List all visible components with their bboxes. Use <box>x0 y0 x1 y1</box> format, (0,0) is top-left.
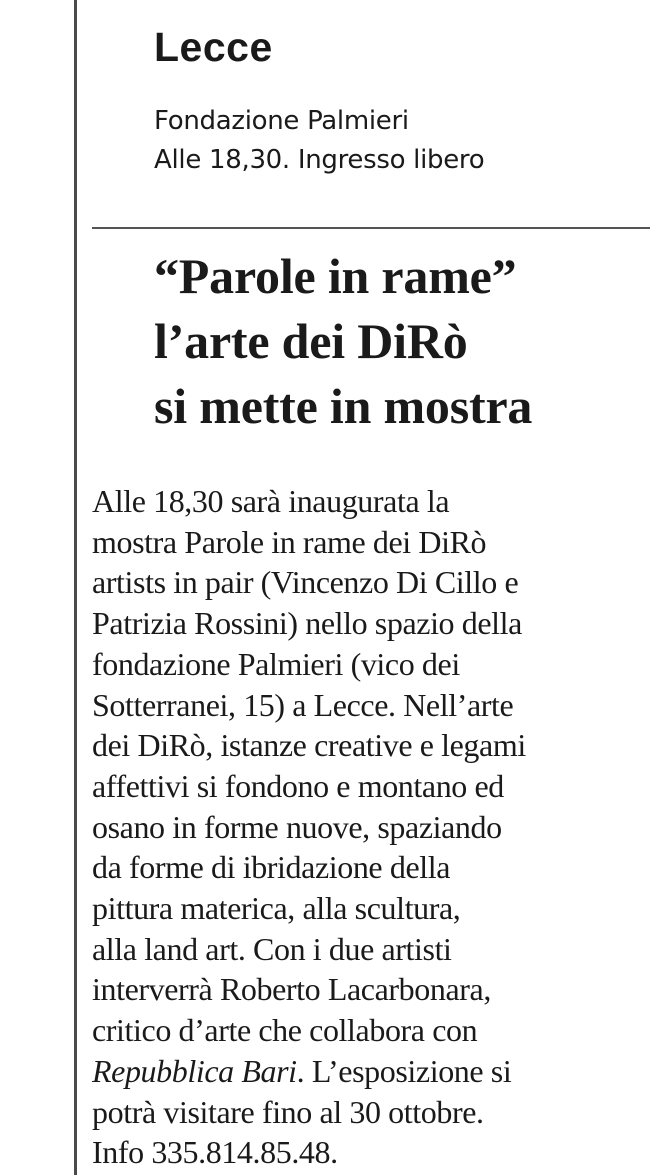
event-info <box>154 102 484 180</box>
event-venue: Fondazione Palmieri <box>154 106 409 136</box>
headline-line-3: si mette in mostra <box>154 378 533 434</box>
contact-info: Info 335.814.85.48. <box>92 1134 338 1171</box>
body-line: potrà visitare fino al 30 ottobre. <box>92 1093 484 1130</box>
section-city: Lecce <box>154 24 273 70</box>
article-body <box>92 481 648 1173</box>
body-line: Sotterranei, 15) a Lecce. Nell’arte <box>92 686 514 723</box>
body-line: Alle 18,30 sarà inaugurata la <box>92 483 450 519</box>
column-divider <box>74 0 77 1175</box>
body-line: interverrà Roberto Lacarbonara, <box>92 971 491 1008</box>
body-line: alla land art. Con i due artisti <box>92 930 452 967</box>
event-time-entry: Alle 18,30. Ingresso libero <box>154 145 485 175</box>
body-line-rest: . L’esposizione si <box>296 1052 512 1089</box>
body-line <box>92 1051 648 1092</box>
horizontal-rule <box>92 227 650 229</box>
body-line: dei DiRò, istanze creative e legami <box>92 727 526 764</box>
headline-line-2: l’arte dei DiRò <box>154 313 468 369</box>
body-line: artists in pair (Vincenzo Di Cillo e <box>92 564 519 601</box>
publication-name: Repubblica Bari <box>92 1052 297 1089</box>
body-line: critico d’arte che collabora con <box>92 1012 478 1049</box>
article-headline <box>154 244 532 439</box>
body-line: affettivi si fondono e montano ed <box>92 767 504 804</box>
body-line: da forme di ibridazione della <box>92 849 451 886</box>
body-line: pittura materica, alla scultura, <box>92 890 461 927</box>
body-line: Patrizia Rossini) nello spazio della <box>92 605 522 642</box>
body-line: osano in forme nuove, spaziando <box>92 808 502 845</box>
headline-line-1: “Parole in rame” <box>154 248 517 304</box>
body-line: mostra Parole in rame dei DiRò <box>92 523 487 560</box>
body-line: fondazione Palmieri (vico dei <box>92 645 460 682</box>
